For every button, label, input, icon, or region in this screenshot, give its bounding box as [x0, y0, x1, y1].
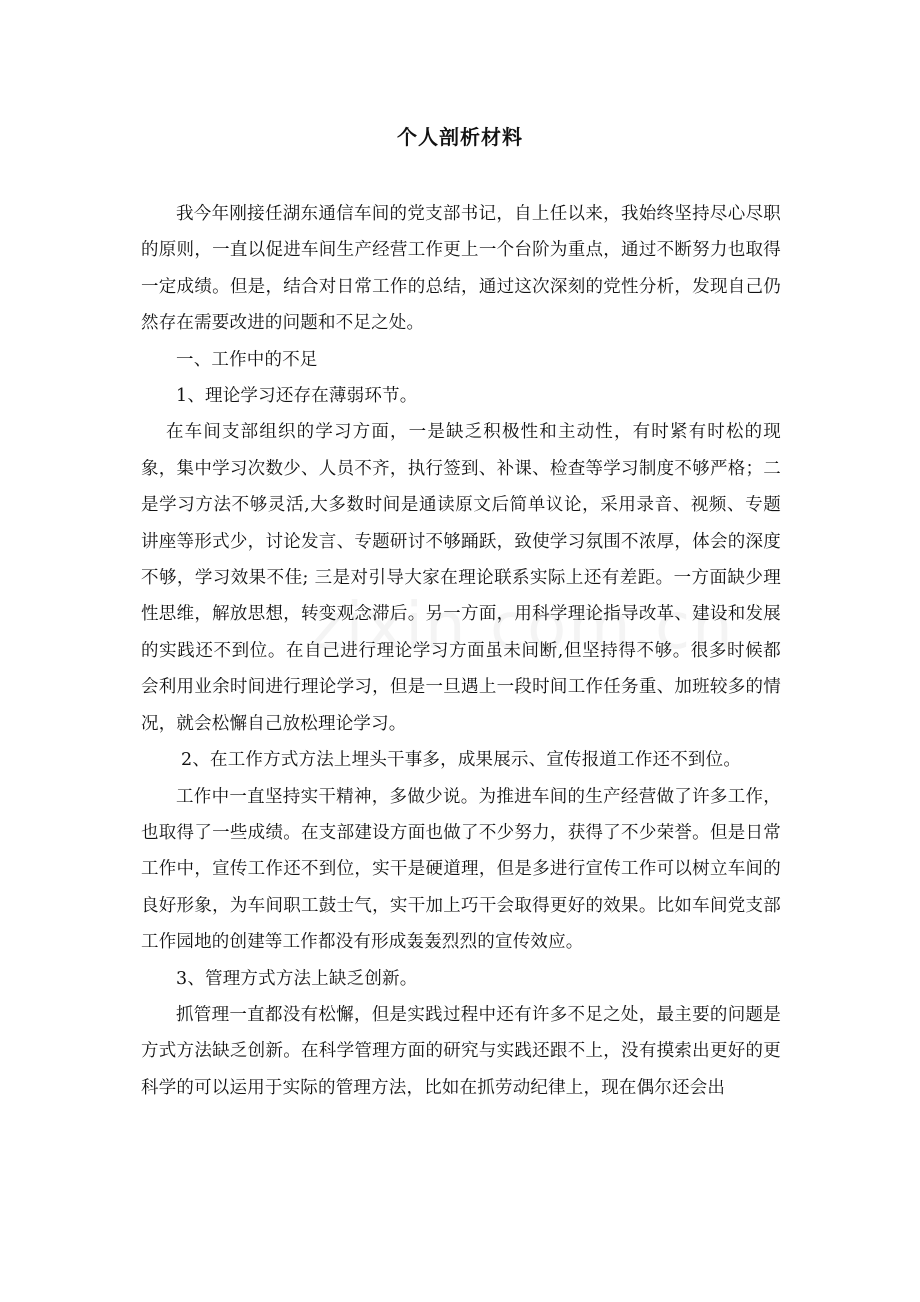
paragraph-intro: 我今年刚接任湖东通信车间的党支部书记，自上任以来，我始终坚持尽心尽职的原则，一直以促进车间生产经营工作更上一个台阶为重点，通过不断努力也取得一定成绩。但是，结合对日常工作的总结，通过这次深刻的党性分析，发现自己仍然存在需要改进的问题和不足之处。 [141, 204, 781, 334]
document-title: 个人剖析材料 [397, 125, 523, 149]
paragraph-theory-study: 在车间支部组织的学习方面，一是缺乏积极性和主动性，有时紧有时松的现象，集中学习次数少、人员不齐，执行签到、补课、检查等学习制度不够严格；二是学习方法不够灵活,大多数时间是通读原文后简单议论，采用录音、视频、专题讲座等形式少，讨论发言、专题研讨不够踊跃，致使学习氛围不浓厚，体会的深度不够，学习效果不佳; 三是对引导大家在理论联系实际上还有差距。一方面缺少理性思维，解放思想，转变观念滞后。另一方面，用科学理论指导改革、建设和发展的实践还不到位。在自己进行理论学习方面虽未间断,但坚持得不够。很多时候都会利用业余时间进行理论学习，但是一旦遇上一段时间工作任务重、加班较多的情况，就会松懈自己放松理论学习。 [141, 422, 781, 734]
document-body [141, 196, 781, 1106]
paragraph-management: 抓管理一直都没有松懈，但是实践过程中还有许多不足之处，最主要的问题是方式方法缺乏创新。在科学管理方面的研究与实践还跟不上，没有摸索出更好的更科学的可以运用于实际的管理方法，比如在抓劳动纪律上，现在偶尔还会出 [141, 1004, 781, 1098]
section-heading-1: 一、工作中的不足 [176, 349, 318, 370]
subheading-1: 1、理论学习还存在薄弱环节。 [176, 386, 418, 407]
paragraph-work-methods: 工作中一直坚持实干精神，多做少说。为推进车间的生产经营做了许多工作，也取得了一些成绩。在支部建设方面也做了不少努力，获得了不少荣誉。但是日常工作中，宣传工作还不到位，实干是硬道理，但是多进行宣传工作可以树立车间的良好形象，为车间职工鼓士气，实干加上巧干会取得更好的效果。比如车间党支部工作园地的创建等工作都没有形成轰轰烈烈的宣传效应。 [141, 786, 781, 953]
subheading-2: 2、在工作方式方法上埋头干事多，成果展示、宣传报道工作还不到位。 [181, 750, 742, 771]
subheading-3: 3、管理方式方法上缺乏创新。 [176, 968, 418, 989]
